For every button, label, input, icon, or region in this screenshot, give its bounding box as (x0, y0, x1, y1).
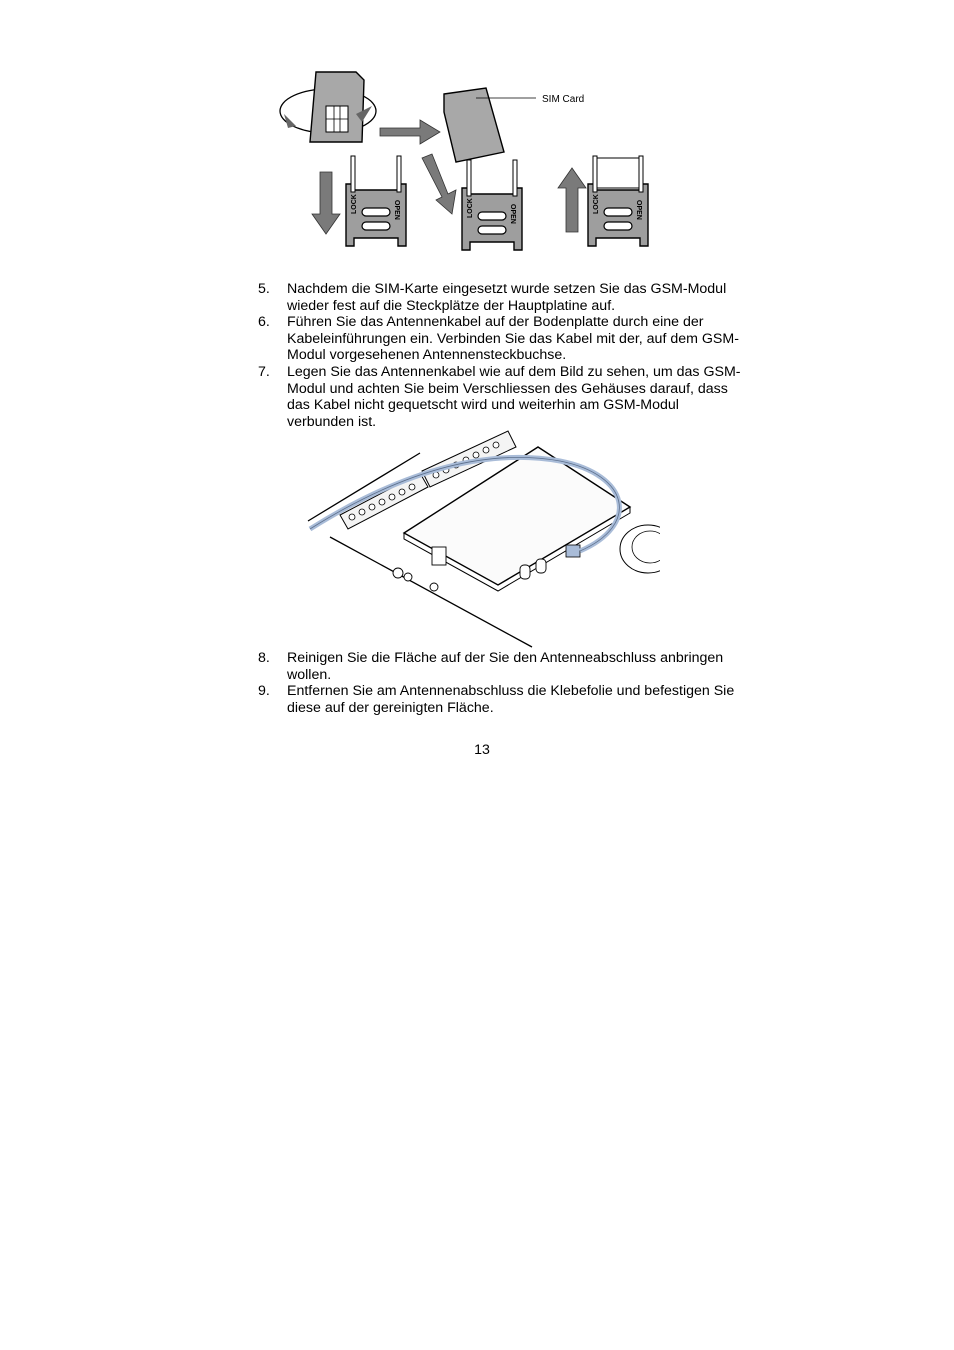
rotating-sim-card (280, 72, 376, 142)
svg-text:OPEN: OPEN (393, 200, 400, 220)
step-item: 6. Führen Sie das Antennenkabel auf der Bodenplatte durch eine der Kabeleinführungen ein. Verbinden Sie das Kabel mit der, auf dem GSM-Modul vorgesehenen Antennensteckbuchse. (258, 314, 739, 364)
down-arrow-icon (312, 172, 340, 234)
gsm-module-cable-figure (300, 425, 660, 650)
svg-text:OPEN: OPEN (635, 200, 642, 220)
sim-card-insertion-figure (276, 64, 656, 270)
instruction-steps-part1 (256, 281, 746, 430)
speaker (620, 525, 660, 573)
sim-holder-2 (462, 160, 522, 250)
step-item: 9. Entfernen Sie am Antennenabschluss die Klebefolie und befestigen Sie diese auf der gereinigten Fläche. (258, 683, 735, 716)
sim-card-callout-label: SIM Card (542, 94, 585, 105)
up-arrow-icon (558, 168, 586, 232)
sim-holder-3 (588, 156, 648, 246)
step-item: 7. Legen Sie das Antennenkabel wie auf dem Bild zu sehen, um das GSM-Modul und achten Sie beim Verschliessen des Gehäuses darauf, dass das Kabel nicht gequetscht wird und weiterhin am GSM-Modul verbunden ist. (258, 363, 741, 430)
svg-text:OPEN: OPEN (509, 204, 516, 224)
antenna-connector (566, 545, 580, 557)
diagonal-arrow-icon (422, 154, 456, 214)
page-number: 13 (474, 742, 490, 758)
svg-text:LOCK: LOCK (467, 198, 474, 218)
svg-text:LOCK: LOCK (593, 194, 600, 214)
step-item: 8. Reinigen Sie die Fläche auf der Sie den Antenneabschluss anbringen wollen. (258, 650, 724, 683)
instruction-steps-part2 (256, 650, 746, 716)
sim-card (444, 88, 504, 162)
svg-text:LOCK: LOCK (351, 194, 358, 214)
right-arrow-icon (380, 120, 440, 144)
step-item: 5. Nachdem die SIM-Karte eingesetzt wurde setzen Sie das GSM-Modul wieder fest auf die Steckplätze der Hauptplatine auf. (258, 281, 727, 314)
sim-holder-1 (346, 156, 406, 246)
